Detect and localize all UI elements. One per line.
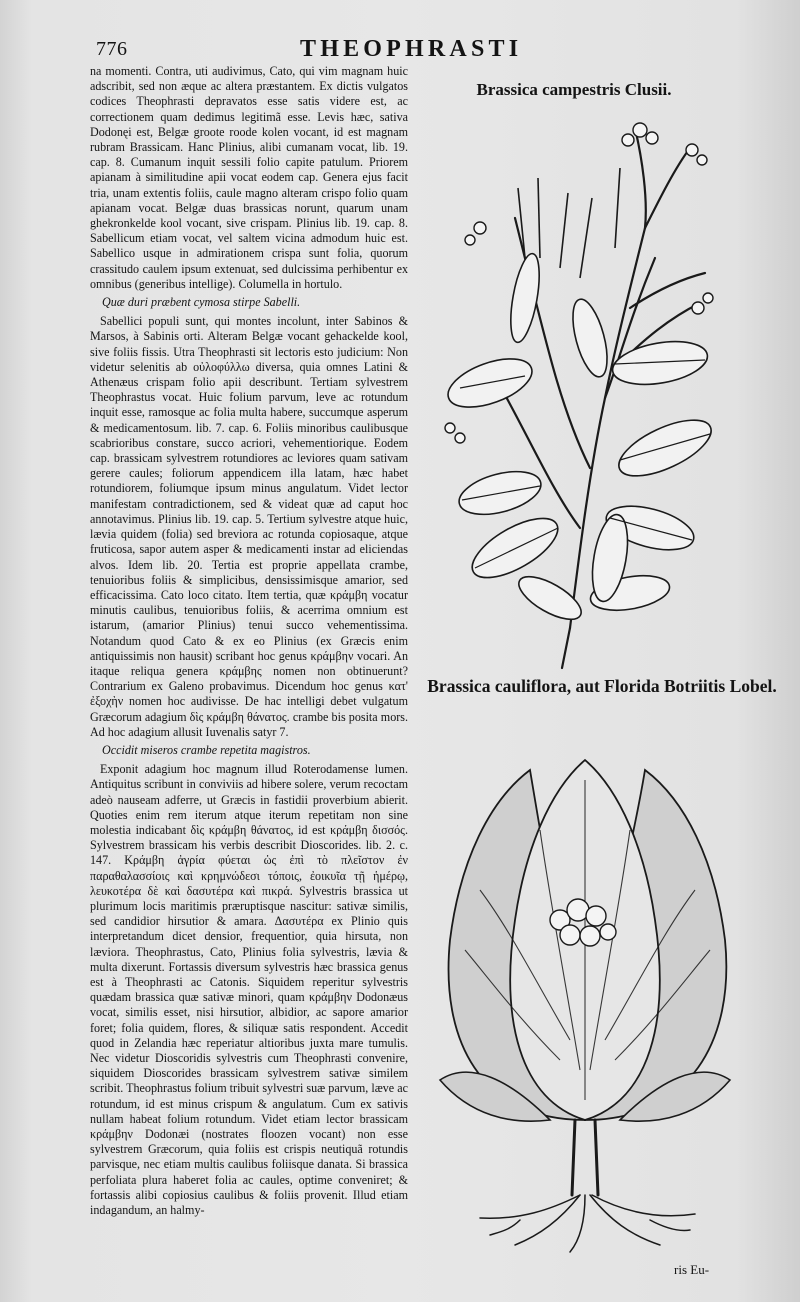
woodcut-brassica-cauliflora [420,740,750,1255]
figure-caption-brassica-cauliflora: Brassica cauliflora, aut Florida Botriitis Lobel. [427,676,777,696]
page-number: 776 [96,38,128,60]
woodcut-brassica-campestris [430,108,720,678]
running-head: THEOPHRASTI [300,36,523,62]
body-text-column [90,64,408,1221]
figure-caption-brassica-campestris: Brassica campestris Clusii. [476,80,672,99]
paragraph: na momenti. Contra, uti audivimus, Cato, qui vim magnam huic adscribit, sed non æque ac altera præstantem. Ex dictis vulgatos codices Theophrasti depravatos esse satis videre est, ac correctionem quam dedimus legitimã esse. Levis hæc, sativa Dodonęi est, Belgæ groote roode kolen vocant, id est magnam rubram Brassicam. Hanc Plinius, alibi cumanam vocat, lib. 19. cap. 8. Cumanum inquit sessili folio capite patulum. Priorem apianam à similitudine apii vocat eodem cap. Genera ejus facit tria, unam extentis foliis, caule magno alteram crispo folio quam apianam vocat. Belgæ duas brassicas norunt, quarum unam ghekronkelde kool vocant, sive crispam. Plinius lib. 19. cap. 8. Sabellicum etiam vocat, vel saltem vicina admodum huic est. Sabellico usque in admirationem crispa sunt folia, quorum crassitudo caulem ipsum extenuat, sed dulcissima perhibentur ex omnibus (generibus intellige). Columella in hortulo. [90,64,408,291]
verse-quote: Quæ duri præbent cymosa stirpe Sabelli. [102,295,301,310]
catchword: ris Eu- [674,1262,710,1277]
paragraph: Exponit adagium hoc magnum illud Roterodamense lumen. Antiquitus scribunt in conviviis ad hibere solere, verum recoctam adeò nauseam adferre, ut Græcis in fastidii proverbium abierit. Quoties enim rem iterum atque iterum repetitam non sine molestia indicabant δὶς κράμβη θάνατος, id est κράμβη δισσός. Sylvestrem brassicam his verbis describit Dioscorides. lib. 2. c. 147. Κράμβη ἀγρία φύεται ὡς ἐπὶ τὸ πλεῖστον ἐν παραθαλασσίοις καὶ κρημνώδεσι τόποις, ἐοικυῖα τῇ ἡμέρῳ, λευκοτέρα δὲ καὶ δασυτέρα καὶ πικρά. Sylvestris brassica ut plurimum locis maritimis præruptisque nascitur: sativæ similis, sed candidior hirsutior & amara. Δασυτέρα ex Plinio quis interpretandum dicet densior, frequentior, quia hirsuta, non læviora. Theophrastus, Cato, Plinius folia sylvestris, lævia & multa dixerunt. Fortassis diversum sylvestris hæc brassica genus est à Theophrasti ac Catonis. Siquidem reperitur sylvestris quædam brassica quæ sativæ minori, quam κράμβην Dodonæus vocat, similis esset, nisi hirsutior, albidior, ac sapore amarior foret; folia quidem, flores, & siliquæ satis respondent. Accedit quod in Zelandia hæc reperiatur altioribus juxta mare tumulis. Nec videtur Dioscoridis sylvestris cum Theophrasti convenire, siquidem Dioscorides brassicam sylvestrem sativæ similem scribit. Theophrastus folium tribuit sylvestri suæ parvum, læve ac rotundum, id est minus crispum & angulatum. Cum ex sativis nullam habeat folium rotundum. Videt etiam lector brassicam κράμβην Dodonæi (nostrates floozen vocant) non esse sylvestrem Græcorum, quia foliis est crispis neutiquã rotundis parvisque, nec etiam multis caulibus foliisque danata. Si brassica perfoliata plura haberet folia ac caules, optime conveniret; & fortassis alibi copiosius caulibus & foliis provenit. Illud etiam indagandum, an halmy- [90,762,408,1218]
verse-quote: Occidit miseros crambe repetita magistros. [102,742,311,757]
paragraph: Sabellici populi sunt, qui montes incolunt, inter Sabinos & Marsos, à Sabinis orti. Alteram Belgæ vocant gehackelde kool, sive foliis fissis. Utra Theophrasti sit lectoris esto judicium: Non videtur selenitis ab οὐλοφύλλω diversa, quia omnes Latini & Athenæus crispam folio apii describunt. Tertiam sylvestrem Theophrastus vocat. Huic folium parvum, leve ac rotundum inquit esse, ramosque ac folia multa habere, succumque asperum & medicamentosum. lib. 7. cap. 6. Foliis minoribus caulibusque scabrioribus constare, succo acriori, vehementiorique. Eodem cap. brassicam sylvestrem rotundiores ac leviores quam sativam gerere caules; foliorum appendicem illa latam, hæc habet rotundiorem, foliumque ipsum minus angulatum. Videt lector manifestam contradictionem, sed & videat quæ ad caput hoc annotavimus. Plinius lib. 19. cap. 5. Tertium sylvestre atque huic, lævia quidem (folia) sed breviora ac rotunda copiosaque, atque fruticosa, sapor autem asper & medicamenti instar ad eliciendas alvos. Idem lib. 20. Tertia est proprie appellata crambe, tenuioribus foliis & simplicibus, densissimisque amarior, sed efficacissima. Cato loco citato. Item tertia, quæ κράμβη vocatur minutis caulibus, tenuioribus foliis, & acerrima omnium est istarum, (amarior Plinius) tenui succo vehementissima. Notandum quod Cato & ex eo Plinius (ex Græcis enim antiquissimis non hausit) scribant hoc genus κράμβην vocari. An itaque reliqua genera κράμβης nomen non obtinuerunt? Contrarium ex Galeno probavimus. Dicendum hoc genus κατ' ἐξοχὴν nomen hoc audivisse. De hac intelligi debet vulgatum Græcorum adagium δὶς κράμβη θάνατος. crambe bis posita mors. Ad hoc adagium allusit Iuvenalis satyr 7. [90,314,408,739]
